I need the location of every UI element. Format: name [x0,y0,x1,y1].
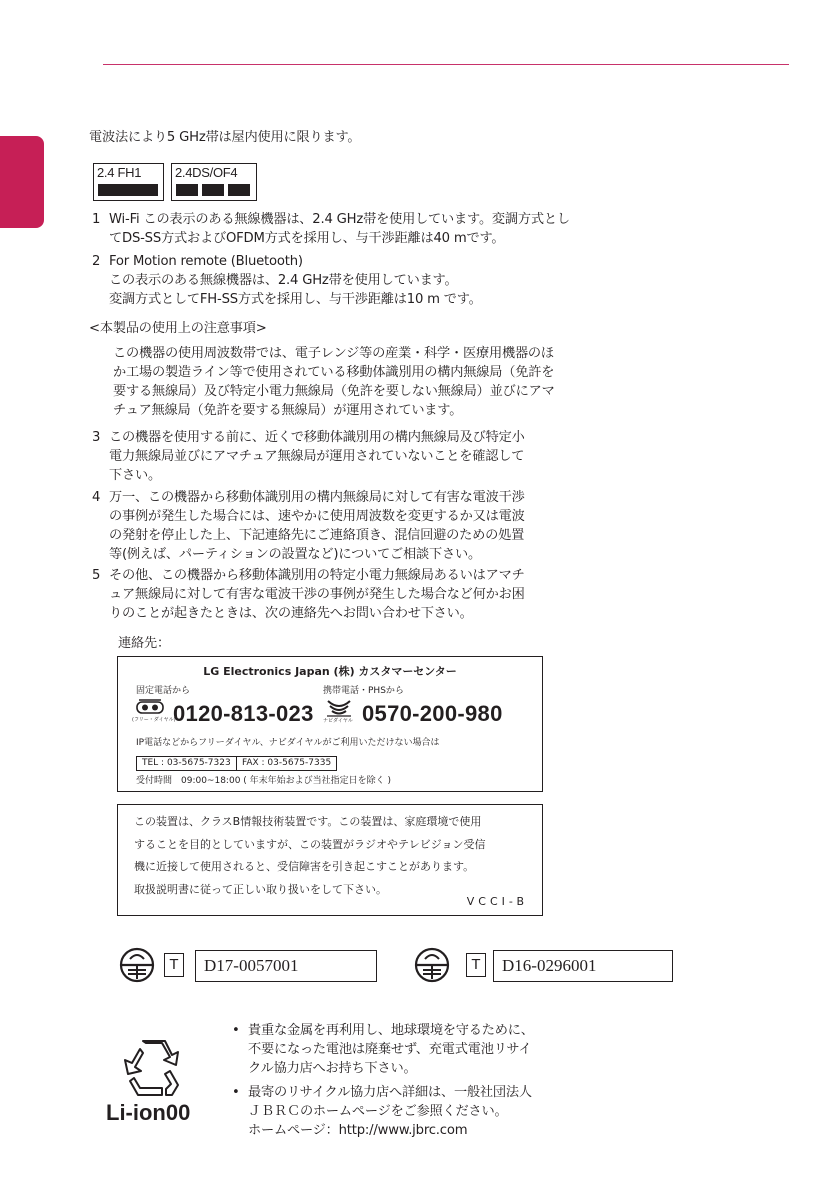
tel-number: TEL : 03-5675-7323 [136,756,237,771]
fixed-line-label: 固定電話から [136,686,191,696]
badge-fh1-label: 2.4 FH1 [97,165,142,180]
intro-text: 電波法により5 GHz帯は屋内使用に限ります。 [89,130,361,145]
item1-line1: Wi-Fi この表示のある無線機器は、2.4 GHz帯を使用しています。変調方式とし [109,212,570,227]
vcci-line: この装置は、クラスB情報技術装置です。この装置は、家庭環境で使用 [134,815,482,828]
contact-box [117,656,543,792]
item3-line: 電力無線局並びにアマチュア無線局が運用されていないことを確認して [109,449,525,464]
item3-line: 下さい。 [109,468,161,483]
item4-line: の発射を停止した上、下記連絡先にご連絡頂き、混信回避のための処置 [109,528,525,543]
bullet2-line: 最寄のリサイクル協力店へ詳細は、一般社団法人 [248,1085,532,1100]
item1-line2: てDS-SS方式およびOFDM方式を採用し、与干渉距離は40 mです。 [109,231,505,246]
badge-dsof4-bar-3 [228,184,250,196]
cert-1-code: D17-0057001 [195,950,377,982]
badge-dsof4-bar-2 [202,184,224,196]
item4-line: の事例が発生した場合には、速やかに使用周波数を変更するか又は電波 [109,509,525,524]
badge-dsof4 [171,163,257,201]
item2-line1: For Motion remote (Bluetooth) [109,254,303,269]
header-rule [103,64,789,65]
bullet1-line: クル協力店へお持ち下さい。 [248,1061,417,1076]
mobile-phone-number: 0570-200-980 [362,701,503,726]
recycle-icon [114,1035,194,1101]
item5-line: ュア無線局に対して有害な電波干渉の事例が発生した場合など何かお困 [109,587,525,602]
item2-line2: この表示のある無線機器は、2.4 GHz帯を使用しています。 [109,273,458,288]
notice-line: この機器の使用周波数帯では、電子レンジ等の産業・科学・医療用機器のほ [113,346,554,361]
bullet1-line: 貴重な金属を再利用し、地球環境を守るために、 [248,1023,534,1038]
notice-line: か工場の製造ライン等で使用されている移動体識別用の構内無線局（免許を [113,365,555,380]
cert-2-code: D16-0296001 [493,950,673,982]
vcci-text [134,811,486,901]
notice-title: <本製品の使用上の注意事項> [89,321,267,336]
item4-line: 万一、この機器から移動体識別用の構内無線局に対して有害な電波干渉 [109,490,525,505]
ip-phone-note: IP電話などからフリーダイヤル、ナビダイヤルがご利用いただけない場合は [136,738,440,748]
giteki-icon [118,946,156,984]
section-tab [0,136,44,228]
freedial-icon [136,699,164,715]
office-hours: 受付時間 09:00~18:00 ( 年末年始および当社指定日を除く ) [136,776,392,786]
item2-line3: 変調方式としてFH-SS方式を採用し、与干渉距離は10 m です。 [109,292,482,307]
battery-type-label: Li-ion00 [106,1100,191,1125]
item1-number: 1 [92,212,101,227]
badge-dsof4-label: 2.4DS/OF4 [175,165,238,180]
navidial-caption: ナビダイヤル [323,718,353,724]
freedial-caption: (フリー・ダイヤル) [132,717,176,723]
notice-line: 要する無線局）及び特定小電力無線局（免許を要しない無線局）並びにアマ [113,384,555,399]
item5-line: りのことが起きたときは、次の連絡先へお問い合わせ下さい。 [109,606,473,621]
vcci-line: 取扱説明書に従って正しい取り扱いをして下さい。 [134,882,387,896]
bullet2-line: ＪＢＲＣのホームページをご参照ください。 [248,1104,508,1119]
notice-line: チュア無線局（免許を要する無線局）が運用されています。 [113,403,463,418]
bullet-mark: • [232,1085,240,1100]
vcci-box [117,804,543,916]
item5-line: その他、この機器から移動体識別用の特定小電力無線局あるいはアマチ [109,568,525,583]
item4-line: 等(例えば、パーティションの設置など)についてご相談下さい。 [109,547,481,562]
fixed-phone-number: 0120-813-023 [173,701,314,726]
vcci-line: することを目的としていますが、この装置がラジオやテレビジョン受信 [134,837,486,851]
badge-fh1-bar [98,184,158,196]
bullet1-line: 不要になった電池は廃棄せず、充電式電池リサイ [248,1042,532,1057]
vcci-line: 機に近接して使用されると、受信障害を引き起こすことがあります。 [134,860,475,873]
badge-fh1 [93,163,164,201]
vcci-mark: VCCI-B [466,895,528,908]
fax-number: FAX : 03-5675-7335 [237,756,337,771]
giteki-icon [413,946,451,984]
item2-number: 2 [92,254,101,269]
cert-1-t-mark: T [164,953,184,977]
contact-label: 連絡先： [118,636,170,651]
item4-number: 4 [92,490,101,505]
item3-line: この機器を使用する前に、近くで移動体識別用の構内無線局及び特定小 [109,430,525,445]
bullet2-line: ホームページ：http://www.jbrc.com [248,1123,468,1138]
mobile-label: 携帯電話・PHSから [323,686,404,696]
contact-title: LG Electronics Japan (株) カスタマーセンター [203,665,457,678]
navidial-icon [326,697,352,717]
item5-number: 5 [92,568,101,583]
badge-dsof4-bar-1 [176,184,198,196]
bullet-mark: • [232,1023,240,1038]
item3-number: 3 [92,430,101,445]
cert-2-t-mark: T [466,953,486,977]
